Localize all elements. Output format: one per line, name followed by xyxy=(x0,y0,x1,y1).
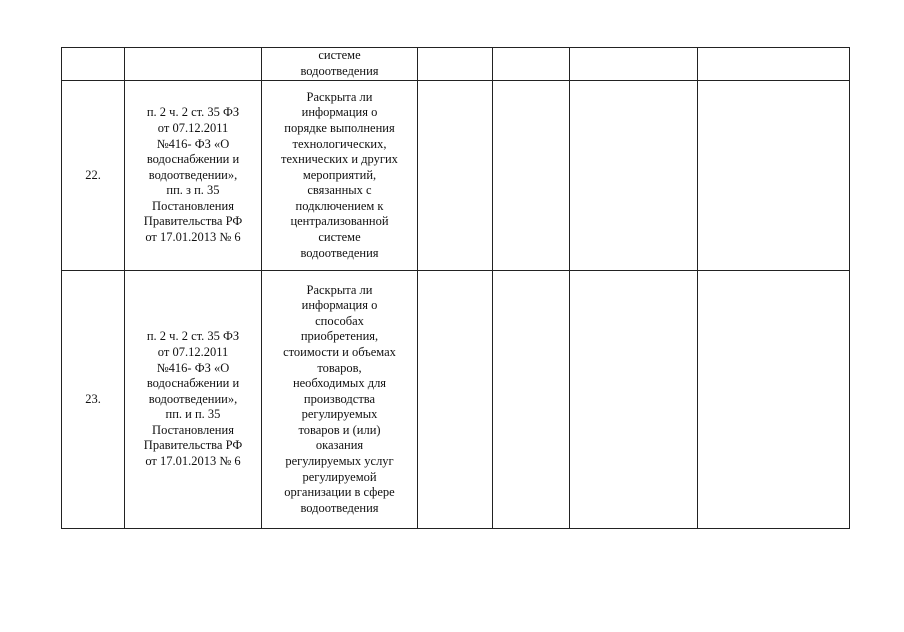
legal-basis-text: п. 2 ч. 2 ст. 35 ФЗ от 07.12.2011 №416- ФЗ «О водоснабжении и водоотведении», пп. и п. 35 Постановления Правительства РФ от 17.01.2013 № 6 xyxy=(143,329,243,469)
question-cell xyxy=(262,48,418,81)
row-number-cell xyxy=(62,81,125,271)
legal-basis-text: п. 2 ч. 2 ст. 35 ФЗ от 07.12.2011 №416- ФЗ «О водоснабжении и водоотведении», пп. з п. 35 Постановления Правительства РФ от 17.01.2013 № 6 xyxy=(143,105,243,245)
note-cell xyxy=(698,271,850,529)
not-applicable-cell xyxy=(570,81,698,271)
checklist-table xyxy=(61,47,850,529)
legal-basis-cell xyxy=(125,271,262,529)
question-cell xyxy=(262,81,418,271)
table-row-23 xyxy=(62,271,850,529)
answer-no-cell xyxy=(493,271,570,529)
legal-basis-cell xyxy=(125,48,262,81)
question-text: системе водоотведения xyxy=(300,48,379,78)
table-row-continued xyxy=(62,48,850,81)
answer-no-cell xyxy=(493,48,570,81)
question-text: Раскрыта ли информация о способах приобретения, стоимости и объемах товаров, необходимых для производства регулируемых товаров и (или) оказания регулируемых услуг регулируемой организации в сфере водоотведения xyxy=(283,282,396,515)
row-number: 22. xyxy=(85,167,101,182)
table-row-22 xyxy=(62,81,850,271)
answer-yes-cell xyxy=(418,271,493,529)
question-text: Раскрыта ли информация о порядке выполнения технологических, технических и других мероприятий, связанных с подключением к централизованной системе водоотведения xyxy=(281,89,398,260)
not-applicable-cell xyxy=(570,271,698,529)
answer-yes-cell xyxy=(418,81,493,271)
not-applicable-cell xyxy=(570,48,698,81)
row-number-cell xyxy=(62,48,125,81)
answer-no-cell xyxy=(493,81,570,271)
legal-basis-cell xyxy=(125,81,262,271)
row-number-cell xyxy=(62,271,125,529)
question-cell xyxy=(262,271,418,529)
answer-yes-cell xyxy=(418,48,493,81)
row-number: 23. xyxy=(85,391,101,406)
note-cell xyxy=(698,48,850,81)
note-cell xyxy=(698,81,850,271)
